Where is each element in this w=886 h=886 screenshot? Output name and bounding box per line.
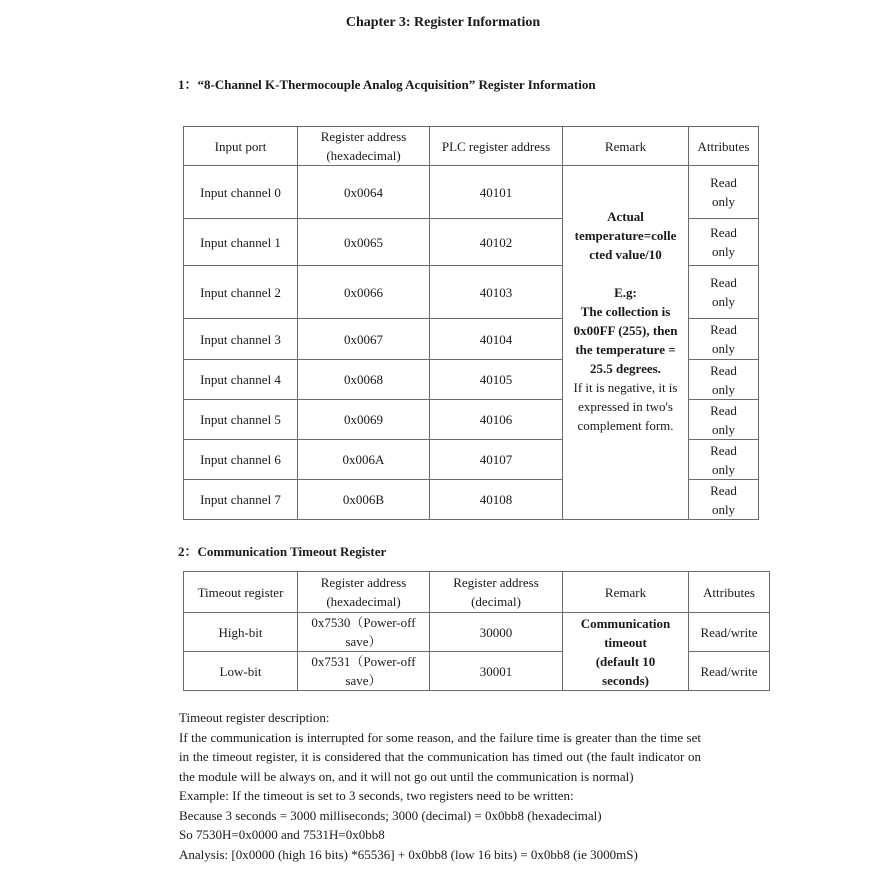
remark-line: complement form. <box>577 417 674 433</box>
remark-line: The collection is <box>580 303 671 319</box>
attribute-line: only <box>711 381 736 397</box>
attribute-line: Read <box>710 402 737 418</box>
hex-line: save） <box>345 634 382 649</box>
attribute-cell <box>689 480 759 520</box>
attribute-line: Read <box>710 362 737 378</box>
table-header-row <box>184 127 759 166</box>
plc-address-cell: 40102 <box>430 219 563 266</box>
attribute-cell: Read/write <box>689 652 770 691</box>
table-row <box>184 613 770 652</box>
attribute-cell <box>689 440 759 480</box>
remark-line: the temperature = <box>575 341 676 357</box>
header-input-port: Input port <box>184 127 298 166</box>
attribute-cell <box>689 219 759 266</box>
header-register-address-hex <box>298 572 430 613</box>
attribute-line: only <box>711 194 736 209</box>
hex-address-cell <box>298 652 430 691</box>
header-attributes: Attributes <box>689 572 770 613</box>
remark-spacer <box>565 264 686 283</box>
hex-address-cell: 0x0066 <box>298 266 430 319</box>
hex-address-cell: 0x0065 <box>298 219 430 266</box>
chapter-title: Chapter 3: Register Information <box>345 15 541 30</box>
header-line: Register address <box>320 575 407 590</box>
header-line: (hexadecimal) <box>326 594 401 609</box>
description-because: Because 3 seconds = 3000 milliseconds; 3000 (decimal) = 0x0bb8 (hexadecimal) <box>179 807 602 823</box>
hex-address-cell: 0x0067 <box>298 319 430 360</box>
plc-address-cell: 40108 <box>430 480 563 520</box>
hex-line: 0x7531（Power-off <box>311 654 416 669</box>
header-attributes: Attributes <box>689 127 759 166</box>
input-port-cell: Input channel 7 <box>184 480 298 520</box>
hex-address-cell: 0x0069 <box>298 400 430 440</box>
description-heading: Timeout register description: <box>179 710 330 725</box>
attribute-line: Read <box>710 322 737 337</box>
header-line: Register address <box>320 129 407 144</box>
header-remark: Remark <box>563 572 689 613</box>
input-port-cell: Input channel 3 <box>184 319 298 360</box>
header-line: Register address <box>453 575 539 590</box>
input-port-cell: Input channel 6 <box>184 440 298 480</box>
attribute-cell: Read/write <box>689 613 770 652</box>
remark-line: 25.5 degrees. <box>590 360 661 376</box>
attribute-line: only <box>711 461 736 477</box>
remark-line: Actual <box>607 208 644 224</box>
attribute-cell <box>689 266 759 319</box>
decimal-address-cell: 30001 <box>430 652 563 691</box>
header-line: (hexadecimal) <box>326 148 401 163</box>
attribute-line: only <box>711 501 736 517</box>
remark-line: temperature=colle <box>574 227 677 243</box>
remark-cell <box>563 613 689 691</box>
hex-line: save） <box>345 673 382 688</box>
plc-address-cell: 40106 <box>430 400 563 440</box>
attribute-line: Read <box>710 175 737 190</box>
timeout-register-cell: Low-bit <box>184 652 298 691</box>
attribute-cell <box>689 166 759 219</box>
attribute-line: Read <box>710 225 737 240</box>
description-so: So 7530H=0x0000 and 7531H=0x0bb8 <box>179 827 385 842</box>
remark-line: cted value/10 <box>589 246 662 262</box>
section-1-title: 1：“8-Channel K-Thermocouple Analog Acquisition” Register Information <box>178 77 596 92</box>
attribute-line: only <box>711 421 736 437</box>
plc-address-cell: 40104 <box>430 319 563 360</box>
input-port-cell: Input channel 0 <box>184 166 298 219</box>
thermocouple-register-table <box>183 126 759 520</box>
remark-line: timeout <box>604 634 647 650</box>
remark-line: Communication <box>580 615 671 631</box>
table-row <box>184 166 759 219</box>
remark-line: expressed in two's <box>578 398 673 414</box>
attribute-cell <box>689 400 759 440</box>
remark-line: seconds) <box>602 672 649 688</box>
remark-line: (default 10 <box>595 653 656 669</box>
hex-address-cell <box>298 613 430 652</box>
input-port-cell: Input channel 4 <box>184 360 298 400</box>
description-example: Example: If the timeout is set to 3 seconds, two registers need to be written: <box>179 788 574 803</box>
attribute-line: Read <box>710 442 737 458</box>
input-port-cell: Input channel 2 <box>184 266 298 319</box>
table-header-row <box>184 572 770 613</box>
header-register-address-decimal <box>430 572 563 613</box>
attribute-line: Read <box>710 275 737 290</box>
hex-address-cell: 0x0068 <box>298 360 430 400</box>
timeout-register-cell: High-bit <box>184 613 298 652</box>
attribute-line: Read <box>710 482 737 498</box>
attribute-cell <box>689 360 759 400</box>
input-port-cell: Input channel 5 <box>184 400 298 440</box>
description-analysis: Analysis: [0x0000 (high 16 bits) *65536] + 0x0bb8 (low 16 bits) = 0x0bb8 (ie 3000mS) <box>179 846 638 862</box>
attribute-cell <box>689 319 759 360</box>
section-2-title: 2：Communication Timeout Register <box>178 544 387 559</box>
remark-cell <box>563 166 689 520</box>
header-register-address <box>298 127 430 166</box>
header-line: (decimal) <box>471 594 521 609</box>
remark-line: 0x00FF (255), then <box>573 322 678 338</box>
header-timeout-register: Timeout register <box>184 572 298 613</box>
plc-address-cell: 40101 <box>430 166 563 219</box>
hex-address-cell: 0x0064 <box>298 166 430 219</box>
hex-line: 0x7530（Power-off <box>311 615 416 630</box>
plc-address-cell: 40107 <box>430 440 563 480</box>
attribute-line: only <box>711 341 736 356</box>
attribute-line: only <box>711 244 736 259</box>
remark-line: If it is negative, it is <box>573 379 678 395</box>
description-paragraph: If the communication is interrupted for some reason, and the failure time is greater than the time set in the timeout register, it is considered that the communication has timed out (the fault indicator on the module will be always on, and it will not go out until the communication is normal) <box>179 729 701 784</box>
input-port-cell: Input channel 1 <box>184 219 298 266</box>
header-remark: Remark <box>563 127 689 166</box>
remark-line: E.g: <box>614 284 637 300</box>
hex-address-cell: 0x006A <box>298 440 430 480</box>
timeout-register-table <box>183 571 770 691</box>
attribute-line: only <box>711 294 736 309</box>
plc-address-cell: 40103 <box>430 266 563 319</box>
decimal-address-cell: 30000 <box>430 613 563 652</box>
plc-address-cell: 40105 <box>430 360 563 400</box>
header-plc-register-address: PLC register address <box>430 127 563 166</box>
timeout-description <box>179 708 701 864</box>
hex-address-cell: 0x006B <box>298 480 430 520</box>
